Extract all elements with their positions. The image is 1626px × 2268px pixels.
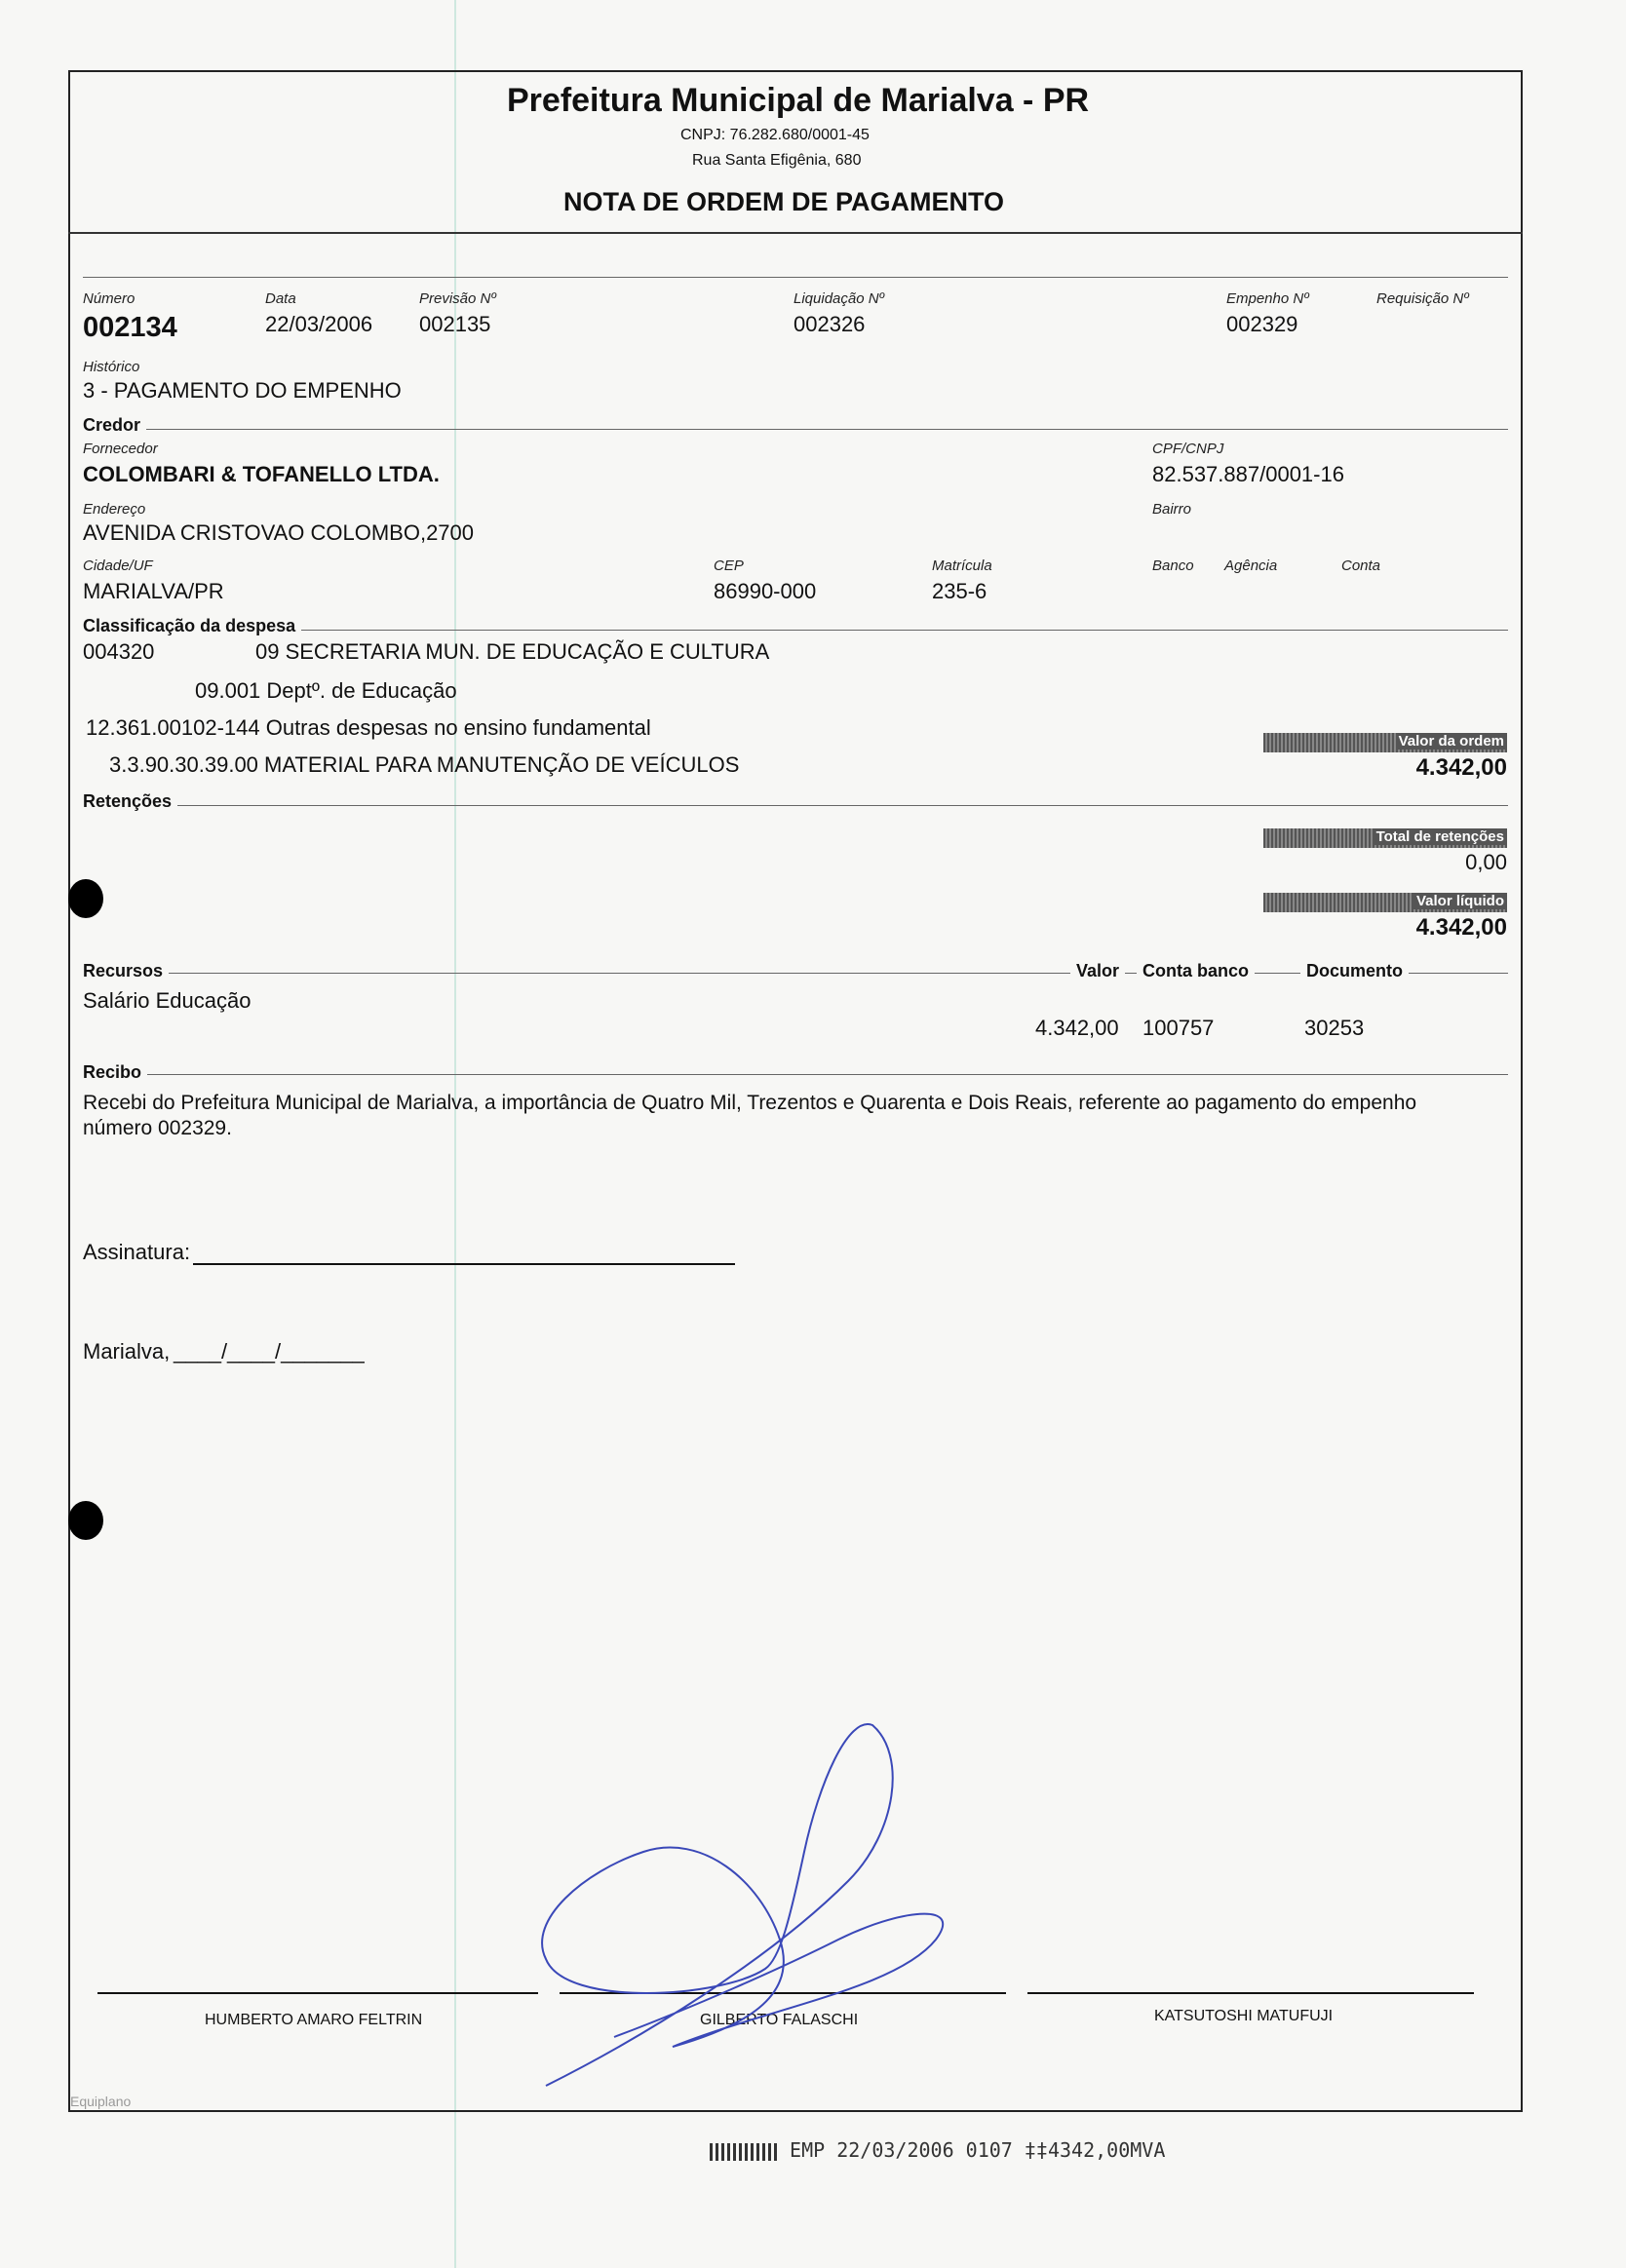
assinatura-line [193,1263,735,1265]
bank-stamp-text: EMP 22/03/2006 0107 ‡‡4342,00MVA [790,2138,1166,2162]
cpf-label: CPF/CNPJ [1152,441,1224,457]
liquidacao-label: Liquidação Nº [794,290,885,307]
data-value: 22/03/2006 [265,312,373,336]
signature-line-3 [1027,1992,1474,1994]
matricula-label: Matrícula [932,557,992,574]
cidade-value: MARIALVA/PR [83,579,224,603]
retencoes-divider [83,805,1508,806]
endereco-value: AVENIDA CRISTOVAO COLOMBO,2700 [83,520,475,545]
recibo-text-line1: Recebi do Prefeitura Municipal de Marialva, a importância de Quatro Mil, Trezentos e Quarenta e Dois Reais, referente ao pagamento do empenho [83,1092,1417,1114]
credor-section: Credor [83,415,146,436]
historico-label: Histórico [83,359,140,375]
cep-label: CEP [714,557,744,574]
cep-value: 86990-000 [714,579,817,603]
recibo-divider [83,1074,1508,1075]
bank-stamp [710,2138,1165,2162]
cpf-value: 82.537.887/0001-16 [1152,462,1344,486]
previsao-value: 002135 [419,312,491,336]
valor-ordem-value: 4.342,00 [1415,754,1507,781]
recibo-section: Recibo [83,1062,147,1083]
empenho-value: 002329 [1226,312,1298,336]
banco-label: Banco [1152,557,1194,574]
date-blank: ____/____/_______ [174,1339,365,1364]
valor-liquido-value: 4.342,00 [1415,914,1507,941]
credor-divider [83,429,1508,430]
signatory-1: HUMBERTO AMARO FELTRIN [205,2012,423,2028]
signatory-3: KATSUTOSHI MATUFUJI [1154,2008,1334,2024]
recursos-documento-label: Documento [1300,961,1409,981]
recursos-documento: 30253 [1304,1016,1365,1040]
handwritten-signature [526,1715,975,2105]
classificacao-line2: 09.001 Deptº. de Educação [195,678,457,703]
software-credit: Equiplano [70,2094,132,2109]
historico-value: 3 - PAGAMENTO DO EMPENHO [83,378,402,403]
recibo-text-line2: número 002329. [83,1117,232,1139]
classificacao-line1: 09 SECRETARIA MUN. DE EDUCAÇÃO E CULTURA [255,639,770,664]
agencia-label: Agência [1224,557,1278,574]
cidade-label: Cidade/UF [83,557,153,574]
liquidacao-value: 002326 [794,312,866,336]
valor-liquido-label: Valor líquido [1413,893,1507,909]
signatory-2: GILBERTO FALASCHI [700,2012,859,2028]
municipality-title: Prefeitura Municipal de Marialva - PR [507,82,1090,119]
recursos-fonte: Salário Educação [83,988,252,1013]
recursos-conta-label: Conta banco [1137,961,1255,981]
total-retencoes-value: 0,00 [1465,850,1507,874]
empenho-label: Empenho Nº [1226,290,1309,307]
punch-hole [68,879,103,918]
signature-line-1 [97,1992,538,1994]
local-label: Marialva, [83,1339,171,1364]
numero-label: Número [83,290,136,307]
recursos-section: Recursos [83,961,169,981]
bairro-label: Bairro [1152,501,1192,518]
recursos-conta: 100757 [1142,1016,1215,1040]
punch-hole [68,1501,103,1540]
endereco-label: Endereço [83,501,146,518]
document-title: NOTA DE ORDEM DE PAGAMENTO [563,187,1005,216]
numero-value: 002134 [83,312,177,343]
recursos-divider [83,973,1508,974]
cnpj-text: CNPJ: 76.282.680/0001-45 [680,127,870,143]
recursos-valor-label: Valor [1070,961,1125,981]
barcode-icon [710,2143,778,2161]
data-label: Data [265,290,296,307]
assinatura-label: Assinatura: [83,1240,191,1264]
header-divider [68,232,1523,234]
classificacao-code: 004320 [83,639,155,664]
classificacao-line3: 12.361.00102-144 Outras despesas no ensino fundamental [86,715,651,740]
address-text: Rua Santa Efigênia, 680 [692,152,862,169]
info-divider [83,277,1508,278]
previsao-label: Previsão Nº [419,290,496,307]
recursos-valor: 4.342,00 [1035,1016,1119,1040]
retencoes-section: Retenções [83,791,177,812]
classificacao-line4: 3.3.90.30.39.00 MATERIAL PARA MANUTENÇÃO DE VEÍCULOS [109,752,740,777]
total-retencoes-label: Total de retenções [1374,828,1507,845]
requisicao-label: Requisição Nº [1376,290,1469,307]
fornecedor-value: COLOMBARI & TOFANELLO LTDA. [83,462,440,486]
classificacao-section: Classificação da despesa [83,616,301,636]
matricula-value: 235-6 [932,579,987,603]
fornecedor-label: Fornecedor [83,441,158,457]
valor-ordem-label: Valor da ordem [1396,733,1507,750]
conta-label: Conta [1341,557,1381,574]
